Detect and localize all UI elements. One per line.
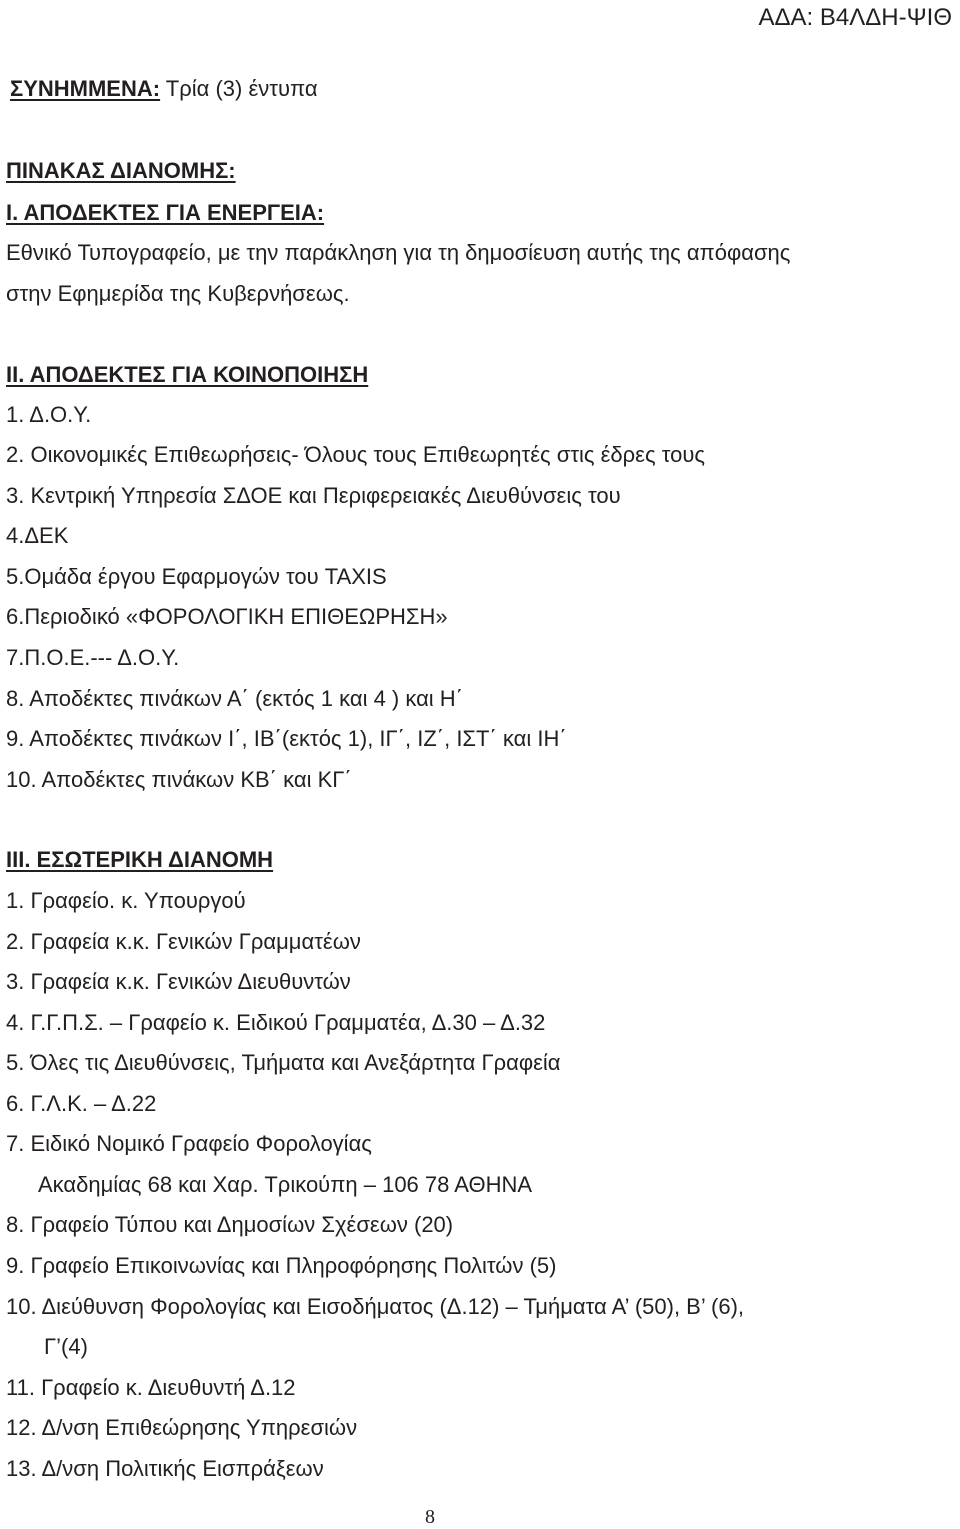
list-item-continuation: Γ’(4) [44,1334,88,1359]
section1-heading: Ι. ΑΠΟΔΕΚΤΕΣ ΓΙΑ ΕΝΕΡΓΕΙΑ: [6,200,325,225]
page-number: 8 [425,1506,435,1528]
section3-heading: ΙΙΙ. ΕΣΩΤΕΡΙΚΗ ΔΙΑΝΟΜΗ [6,847,274,872]
section2-heading: ΙΙ. ΑΠΟΔΕΚΤΕΣ ΓΙΑ ΚΟΙΝΟΠΟΙΗΣΗ [6,362,369,387]
list-item: 3. Κεντρική Υπηρεσία ΣΔΟΕ και Περιφερειακές Διευθύνσεις του [6,483,621,508]
attachments-text: Τρία (3) έντυπα [160,76,318,101]
list-item: 1. Γραφείο. κ. Υπουργού [6,888,246,913]
list-item: 4.ΔΕΚ [6,523,69,548]
list-item: 9. Γραφείο Επικοινωνίας και Πληροφόρησης Πολιτών (5) [6,1253,557,1278]
distribution-title: ΠΙΝΑΚΑΣ ΔΙΑΝΟΜΗΣ: [6,158,236,183]
list-item: 8. Αποδέκτες πινάκων Α΄ (εκτός 1 και 4 ) και Η΄ [6,686,464,711]
list-item: 5.Ομάδα έργου Εφαρμογών του TAXIS [6,564,387,589]
list-item: 6.Περιοδικό «ΦΟΡΟΛΟΓΙΚΗ ΕΠΙΘΕΩΡΗΣΗ» [6,604,448,629]
section1-line: Εθνικό Τυπογραφείο, με την παράκληση για τη δημοσίευση αυτής της απόφασης [6,240,791,265]
list-item: 4. Γ.Γ.Π.Σ. – Γραφείο κ. Ειδικού Γραμματέα, Δ.30 – Δ.32 [6,1010,546,1035]
attachments-label: ΣΥΝΗΜΜΕΝΑ: [10,76,161,101]
section1-line: στην Εφημερίδα της Κυβερνήσεως. [6,281,350,306]
list-item: 3. Γραφεία κ.κ. Γενικών Διευθυντών [6,969,351,994]
list-item: 11. Γραφείο κ. Διευθυντή Δ.12 [6,1375,296,1400]
ada-code: ΑΔΑ: Β4ΛΔΗ-ΨΙΘ [758,4,952,31]
list-item: 8. Γραφείο Τύπου και Δημοσίων Σχέσεων (20) [6,1212,454,1237]
list-item: 13. Δ/νση Πολιτικής Εισπράξεων [6,1456,324,1481]
list-item: 10. Διεύθυνση Φορολογίας και Εισοδήματος (Δ.12) – Τμήματα Α’ (50), Β’ (6), [6,1294,745,1319]
list-item: 12. Δ/νση Επιθεώρησης Υπηρεσιών [6,1415,358,1440]
list-item: 6. Γ.Λ.Κ. – Δ.22 [6,1091,157,1116]
list-item: 9. Αποδέκτες πινάκων Ι΄, ΙΒ΄(εκτός 1), ΙΓ΄, ΙΖ΄, ΙΣΤ΄ και ΙΗ΄ [6,726,567,751]
list-item: 7.Π.Ο.Ε.--- Δ.Ο.Υ. [6,645,180,670]
list-item: 10. Αποδέκτες πινάκων ΚΒ΄ και ΚΓ΄ [6,767,352,792]
list-item: 2. Γραφεία κ.κ. Γενικών Γραμματέων [6,929,361,954]
list-item: 5. Όλες τις Διευθύνσεις, Τμήματα και Ανεξάρτητα Γραφεία [6,1050,561,1075]
list-item: 7. Ειδικό Νομικό Γραφείο Φορολογίας [6,1131,372,1156]
list-item: 2. Οικονομικές Επιθεωρήσεις- Όλους τους Επιθεωρητές στις έδρες τους [6,442,705,467]
list-item: 1. Δ.Ο.Υ. [6,402,92,427]
list-item-continuation: Ακαδημίας 68 και Χαρ. Τρικούπη – 106 78 ΑΘΗΝΑ [38,1172,533,1197]
attachments-line [10,76,318,102]
